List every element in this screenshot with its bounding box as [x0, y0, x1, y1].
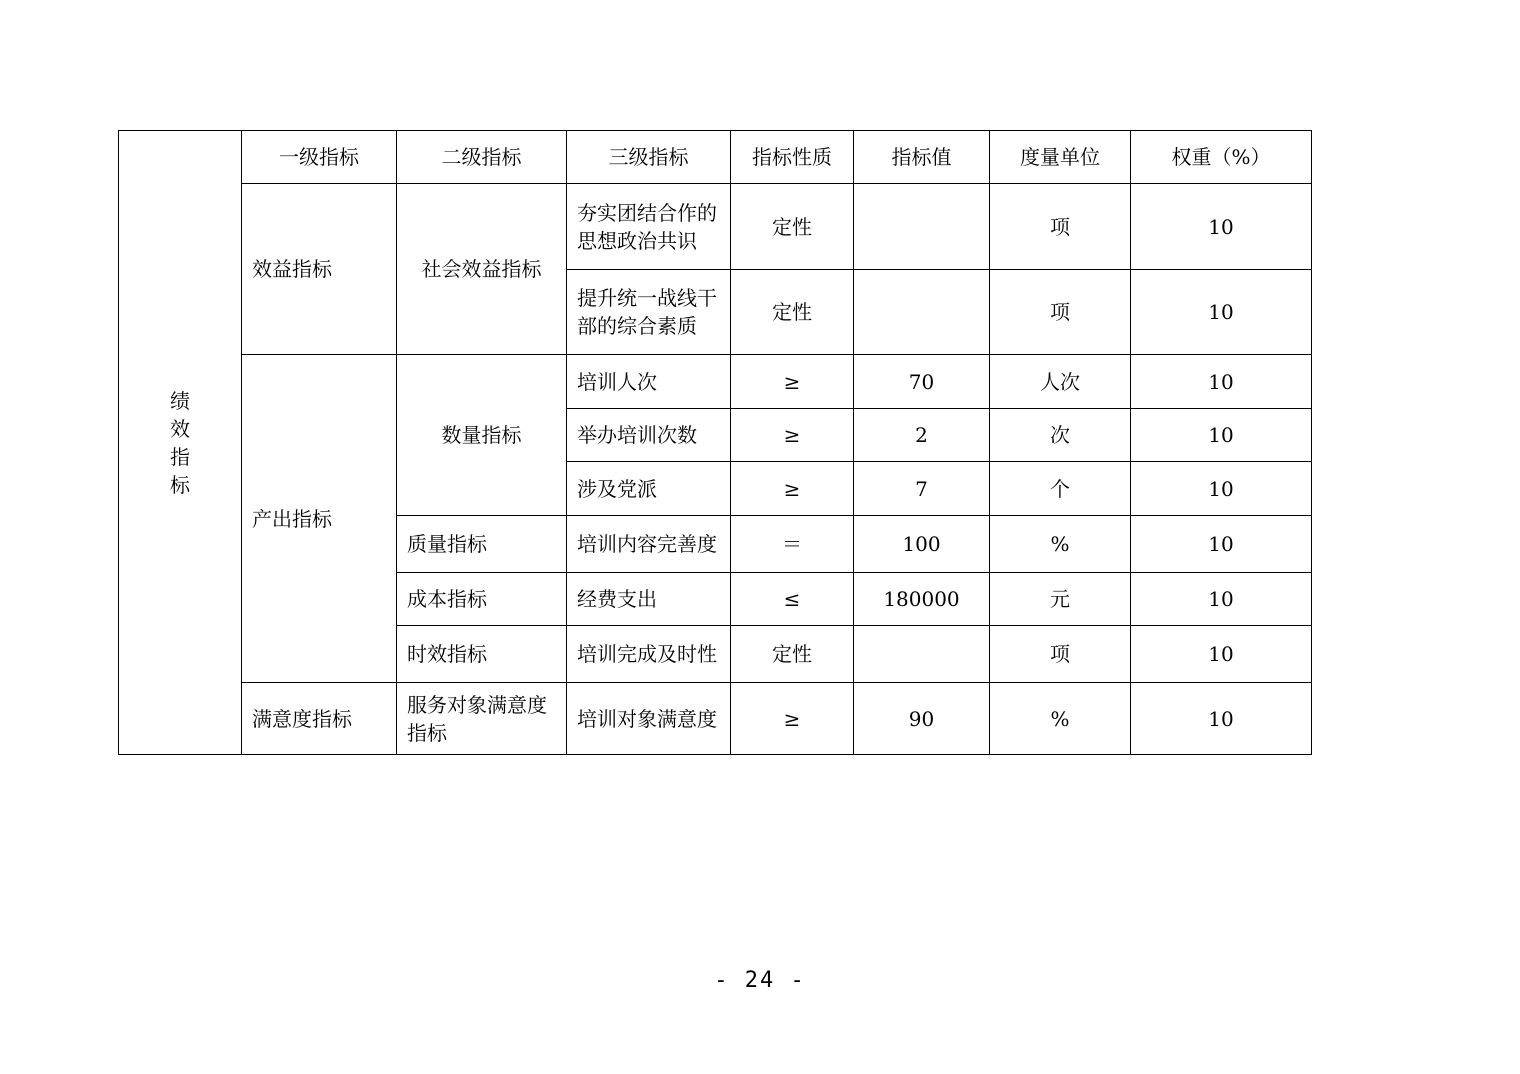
value-cell: 180000	[854, 573, 990, 626]
nature-cell: 定性	[731, 184, 854, 270]
value-cell	[854, 270, 990, 355]
unit-cell: 项	[990, 184, 1131, 270]
nature-cell: 定性	[731, 626, 854, 683]
level2-cell: 成本指标	[397, 573, 567, 626]
header-unit: 度量单位	[990, 131, 1131, 184]
nature-cell: ≥	[731, 355, 854, 409]
side-label	[119, 131, 242, 755]
weight-cell: 10	[1131, 270, 1312, 355]
level3-cell: 培训完成及时性	[567, 626, 731, 683]
level3-cell: 涉及党派	[567, 462, 731, 516]
nature-cell: 定性	[731, 270, 854, 355]
nature-cell: ≥	[731, 462, 854, 516]
unit-cell: %	[990, 683, 1131, 755]
table-row	[119, 683, 1312, 755]
weight-cell: 10	[1131, 683, 1312, 755]
header-level1: 一级指标	[242, 131, 397, 184]
level3-cell: 举办培训次数	[567, 409, 731, 462]
nature-cell: ≥	[731, 683, 854, 755]
level1-cell: 效益指标	[242, 184, 397, 355]
weight-cell: 10	[1131, 355, 1312, 409]
level1-cell: 产出指标	[242, 355, 397, 683]
unit-cell: 人次	[990, 355, 1131, 409]
nature-cell: ≥	[731, 409, 854, 462]
value-cell: 70	[854, 355, 990, 409]
header-row	[119, 131, 1312, 184]
weight-cell: 10	[1131, 573, 1312, 626]
side-label-char: 效	[170, 416, 190, 441]
unit-cell: 元	[990, 573, 1131, 626]
side-label-char: 指	[170, 444, 190, 469]
value-cell: 90	[854, 683, 990, 755]
weight-cell: 10	[1131, 409, 1312, 462]
table-row	[119, 355, 1312, 409]
header-weight: 权重（%）	[1131, 131, 1312, 184]
level3-cell: 经费支出	[567, 573, 731, 626]
unit-cell: %	[990, 516, 1131, 573]
page-number: - 24 -	[714, 968, 806, 993]
weight-cell: 10	[1131, 626, 1312, 683]
value-cell: 2	[854, 409, 990, 462]
level2-cell: 社会效益指标	[397, 184, 567, 355]
value-cell: 7	[854, 462, 990, 516]
performance-indicator-table	[118, 130, 1312, 755]
header-value: 指标值	[854, 131, 990, 184]
level2-cell: 数量指标	[397, 355, 567, 516]
value-cell	[854, 626, 990, 683]
unit-cell: 项	[990, 626, 1131, 683]
header-level2: 二级指标	[397, 131, 567, 184]
weight-cell: 10	[1131, 516, 1312, 573]
weight-cell: 10	[1131, 184, 1312, 270]
level2-cell: 时效指标	[397, 626, 567, 683]
level3-cell: 培训对象满意度	[567, 683, 731, 755]
header-level3: 三级指标	[567, 131, 731, 184]
level2-cell: 质量指标	[397, 516, 567, 573]
value-cell: 100	[854, 516, 990, 573]
table-row	[119, 184, 1312, 270]
level3-cell: 培训内容完善度	[567, 516, 731, 573]
weight-cell: 10	[1131, 462, 1312, 516]
side-label-char: 绩	[170, 388, 190, 413]
nature-cell: ＝	[731, 516, 854, 573]
unit-cell: 次	[990, 409, 1131, 462]
level3-cell: 夯实团结合作的思想政治共识	[567, 184, 731, 270]
unit-cell: 项	[990, 270, 1131, 355]
level2-cell: 服务对象满意度指标	[397, 683, 567, 755]
unit-cell: 个	[990, 462, 1131, 516]
nature-cell: ≤	[731, 573, 854, 626]
value-cell	[854, 184, 990, 270]
level3-cell: 培训人次	[567, 355, 731, 409]
level3-cell: 提升统一战线干部的综合素质	[567, 270, 731, 355]
side-label-char: 标	[170, 472, 190, 497]
header-nature: 指标性质	[731, 131, 854, 184]
level1-cell: 满意度指标	[242, 683, 397, 755]
